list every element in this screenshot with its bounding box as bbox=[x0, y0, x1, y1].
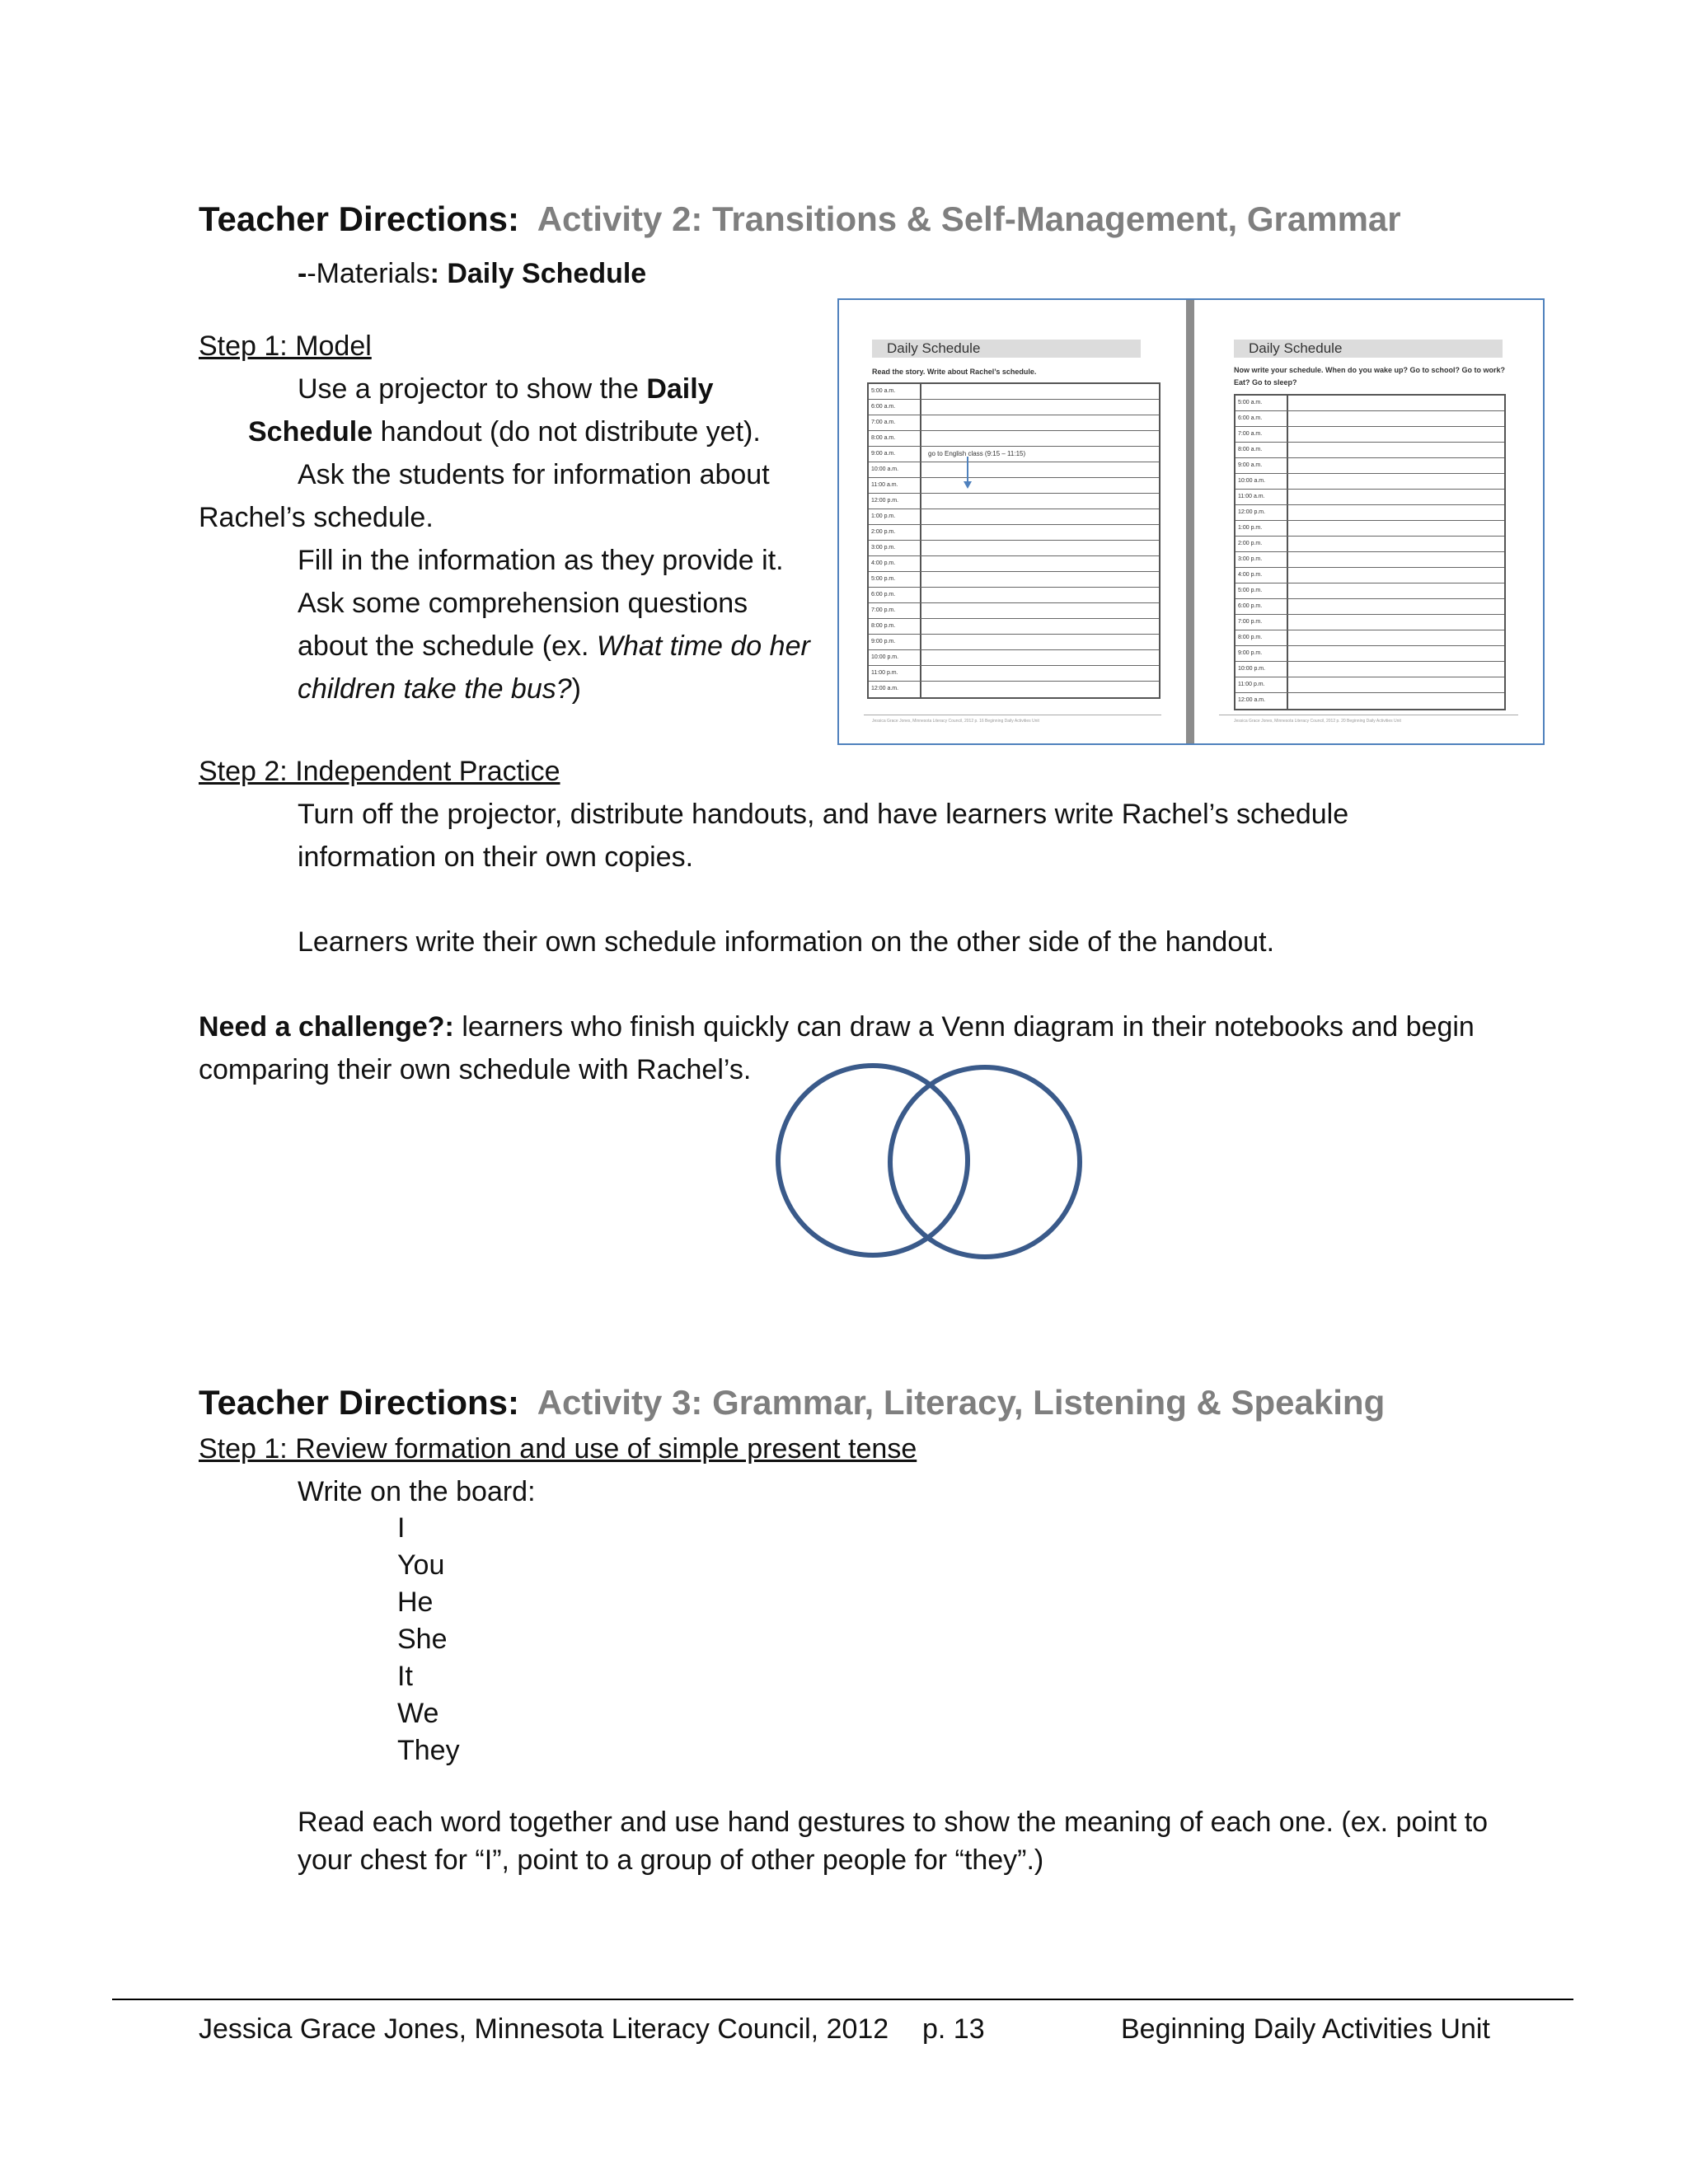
handout-right-page bbox=[1194, 300, 1543, 743]
step1-line2-bold: Schedule bbox=[248, 416, 373, 448]
handout-left-time: 10:00 a.m. bbox=[869, 462, 921, 477]
activity3-heading-label: Teacher Directions: bbox=[199, 1383, 520, 1422]
materials-line bbox=[298, 252, 646, 295]
activity3-read-line2: your chest for “I”, point to a group of other people for “they”.) bbox=[298, 1844, 1044, 1876]
handout-right-row bbox=[1236, 458, 1504, 474]
step1-line2-text: handout (do not distribute yet). bbox=[373, 416, 761, 448]
handout-left-time: 5:00 a.m. bbox=[869, 384, 921, 399]
handout-right-row bbox=[1236, 427, 1504, 443]
handout-right-row bbox=[1236, 583, 1504, 599]
handout-left-row bbox=[869, 400, 1159, 415]
activity2-heading-label: Teacher Directions: bbox=[199, 199, 520, 238]
step1-line1-text: Use a projector to show the bbox=[298, 373, 647, 405]
challenge-line2: comparing their own schedule with Rachel’s. bbox=[199, 1054, 752, 1085]
handout-right-row bbox=[1236, 568, 1504, 583]
handout-left-row bbox=[869, 603, 1159, 619]
handout-left-time: 12:00 a.m. bbox=[869, 682, 921, 697]
handout-left-entry: go to English class (9:15 – 11:15) bbox=[928, 450, 1026, 457]
footer-page-number: p. 13 bbox=[922, 2013, 985, 2045]
handout-right-instructions bbox=[1234, 364, 1505, 389]
materials-prefix: -Materials bbox=[307, 258, 430, 289]
pronoun-item: You bbox=[397, 1549, 445, 1581]
handout-left-row bbox=[869, 462, 1159, 478]
handout-right-time: 11:00 p.m. bbox=[1236, 677, 1288, 692]
daily-schedule-handout-preview bbox=[837, 298, 1545, 745]
handout-right-time: 8:00 p.m. bbox=[1236, 630, 1288, 645]
handout-right-time: 6:00 a.m. bbox=[1236, 411, 1288, 426]
step1-line7-text: about the schedule (ex. bbox=[298, 630, 597, 662]
handout-right-row bbox=[1236, 537, 1504, 552]
write-on-board: Write on the board: bbox=[298, 1476, 536, 1507]
handout-right-time: 12:00 p.m. bbox=[1236, 505, 1288, 520]
handout-left-row bbox=[869, 541, 1159, 556]
handout-left-row bbox=[869, 447, 1159, 462]
handout-left-page bbox=[839, 300, 1186, 743]
handout-left-row bbox=[869, 666, 1159, 682]
step1-title: Step 1: Model bbox=[199, 330, 372, 362]
handout-left-row bbox=[869, 556, 1159, 572]
handout-page-divider bbox=[1186, 300, 1194, 743]
handout-left-time: 10:00 p.m. bbox=[869, 650, 921, 665]
activity2-heading-title: Activity 2: Transitions & Self-Management, Grammar bbox=[537, 199, 1401, 238]
handout-left-time: 9:00 a.m. bbox=[869, 447, 921, 462]
venn-circle-right bbox=[890, 1067, 1080, 1257]
handout-left-time: 1:00 p.m. bbox=[869, 509, 921, 524]
venn-circle-left bbox=[778, 1066, 968, 1255]
handout-left-time: 3:00 p.m. bbox=[869, 541, 921, 555]
activity3-heading-title: Activity 3: Grammar, Literacy, Listening & Speaking bbox=[537, 1383, 1386, 1422]
footer-divider bbox=[112, 1999, 1573, 2000]
handout-left-row bbox=[869, 494, 1159, 509]
step1-line5: Fill in the information as they provide it. bbox=[298, 545, 784, 576]
handout-left-time: 7:00 p.m. bbox=[869, 603, 921, 618]
handout-right-row bbox=[1236, 599, 1504, 615]
step1-line4: Rachel’s schedule. bbox=[199, 502, 434, 533]
step1-line6: Ask some comprehension questions bbox=[298, 588, 748, 619]
handout-right-row bbox=[1236, 443, 1504, 458]
handout-right-time: 10:00 p.m. bbox=[1236, 662, 1288, 677]
handout-left-row bbox=[869, 682, 1159, 697]
footer-unit: Beginning Daily Activities Unit bbox=[1121, 2013, 1490, 2045]
handout-right-row bbox=[1236, 411, 1504, 427]
handout-right-row bbox=[1236, 474, 1504, 490]
handout-right-row bbox=[1236, 677, 1504, 693]
pronoun-item: It bbox=[397, 1661, 413, 1692]
challenge-label: Need a challenge?: bbox=[199, 1011, 454, 1043]
handout-left-row bbox=[869, 635, 1159, 650]
step1-line2 bbox=[248, 410, 761, 453]
handout-left-time: 6:00 p.m. bbox=[869, 588, 921, 602]
handout-right-time: 7:00 p.m. bbox=[1236, 615, 1288, 630]
step2-title: Step 2: Independent Practice bbox=[199, 756, 560, 787]
handout-right-time: 3:00 p.m. bbox=[1236, 552, 1288, 567]
handout-left-schedule-table bbox=[867, 382, 1160, 699]
step1-line7-italic: What time do her bbox=[596, 630, 810, 662]
pronoun-item: He bbox=[397, 1586, 434, 1618]
footer-author: Jessica Grace Jones, Minnesota Literacy Council, 2012 bbox=[199, 2013, 889, 2045]
handout-left-row bbox=[869, 588, 1159, 603]
handout-right-time: 1:00 p.m. bbox=[1236, 521, 1288, 536]
handout-left-row bbox=[869, 619, 1159, 635]
handout-right-time: 5:00 a.m. bbox=[1236, 396, 1288, 410]
step1-line3: Ask the students for information about bbox=[298, 459, 770, 490]
step1-line1-bold: Daily bbox=[646, 373, 714, 405]
handout-left-row bbox=[869, 572, 1159, 588]
handout-right-time: 10:00 a.m. bbox=[1236, 474, 1288, 489]
challenge-text: learners who finish quickly can draw a Venn diagram in their notebooks and begin bbox=[453, 1011, 1475, 1043]
handout-left-row bbox=[869, 650, 1159, 666]
step2-line3: Learners write their own schedule information on the other side of the handout. bbox=[298, 926, 1275, 958]
pronoun-list bbox=[397, 1510, 460, 1769]
step1-line7 bbox=[298, 625, 810, 668]
handout-right-time: 8:00 a.m. bbox=[1236, 443, 1288, 457]
step1-line8 bbox=[298, 668, 581, 710]
step2-line1: Turn off the projector, distribute handouts, and have learners write Rachel’s schedule bbox=[298, 799, 1349, 830]
handout-left-footer: Jessica Grace Jones, Minnesota Literacy Council, 2012 p. 16 Beginning Daily Activities Unit bbox=[872, 719, 1039, 724]
handout-left-time: 11:00 a.m. bbox=[869, 478, 921, 493]
handout-left-time: 4:00 p.m. bbox=[869, 556, 921, 571]
step2-line2: information on their own copies. bbox=[298, 841, 694, 873]
handout-left-time: 6:00 a.m. bbox=[869, 400, 921, 415]
materials-value: : Daily Schedule bbox=[429, 258, 647, 289]
venn-diagram bbox=[771, 1059, 1088, 1265]
handout-right-title: Daily Schedule bbox=[1234, 340, 1503, 358]
handout-left-time: 9:00 p.m. bbox=[869, 635, 921, 649]
handout-right-time: 9:00 p.m. bbox=[1236, 646, 1288, 661]
handout-right-footer: Jessica Grace Jones, Minnesota Literacy Council, 2012 p. 20 Beginning Daily Activities Unit bbox=[1234, 719, 1401, 724]
challenge-line1 bbox=[199, 1005, 1475, 1048]
handout-left-time: 12:00 p.m. bbox=[869, 494, 921, 509]
handout-left-row bbox=[869, 478, 1159, 494]
handout-right-time: 12:00 a.m. bbox=[1236, 693, 1288, 709]
pronoun-item: I bbox=[397, 1512, 406, 1544]
handout-left-time: 2:00 p.m. bbox=[869, 525, 921, 540]
handout-right-row bbox=[1236, 630, 1504, 646]
step1-line8-italic: children take the bus? bbox=[298, 673, 572, 705]
handout-right-row bbox=[1236, 693, 1504, 709]
handout-right-row bbox=[1236, 490, 1504, 505]
handout-right-row bbox=[1236, 521, 1504, 537]
handout-right-row bbox=[1236, 505, 1504, 521]
activity3-heading bbox=[199, 1383, 1385, 1422]
handout-right-instructions-line2: Eat? Go to sleep? bbox=[1234, 378, 1297, 387]
pronoun-item: We bbox=[397, 1698, 439, 1729]
handout-left-row bbox=[869, 431, 1159, 447]
handout-left-title: Daily Schedule bbox=[872, 340, 1141, 358]
handout-left-row bbox=[869, 509, 1159, 525]
handout-left-time: 5:00 p.m. bbox=[869, 572, 921, 587]
handout-right-time: 4:00 p.m. bbox=[1236, 568, 1288, 583]
handout-right-row bbox=[1236, 615, 1504, 630]
handout-left-row bbox=[869, 525, 1159, 541]
handout-left-time: 8:00 p.m. bbox=[869, 619, 921, 634]
activity3-read-line1: Read each word together and use hand gestures to show the meaning of each one. (ex. point to bbox=[298, 1807, 1489, 1838]
handout-right-time: 9:00 a.m. bbox=[1236, 458, 1288, 473]
handout-left-time: 11:00 p.m. bbox=[869, 666, 921, 681]
handout-left-time: 7:00 a.m. bbox=[869, 415, 921, 430]
handout-right-row bbox=[1236, 396, 1504, 411]
arrow-down-icon bbox=[963, 457, 973, 490]
handout-left-time: 8:00 a.m. bbox=[869, 431, 921, 446]
handout-right-row bbox=[1236, 552, 1504, 568]
handout-left-instructions: Read the story. Write about Rachel’s schedule. bbox=[872, 368, 1037, 376]
handout-left-row bbox=[869, 384, 1159, 400]
handout-right-time: 5:00 p.m. bbox=[1236, 583, 1288, 598]
handout-right-schedule-table bbox=[1234, 394, 1506, 710]
handout-right-time: 6:00 p.m. bbox=[1236, 599, 1288, 614]
activity3-step1-title: Step 1: Review formation and use of simple present tense bbox=[199, 1433, 917, 1465]
pronoun-item: They bbox=[397, 1735, 460, 1766]
handout-left-row bbox=[869, 415, 1159, 431]
step1-line1 bbox=[298, 368, 714, 410]
handout-right-instructions-line1: Now write your schedule. When do you wake up? Go to school? Go to work? bbox=[1234, 366, 1506, 374]
handout-right-time: 7:00 a.m. bbox=[1236, 427, 1288, 442]
handout-right-row bbox=[1236, 646, 1504, 662]
materials-dash: - bbox=[298, 258, 307, 289]
handout-right-time: 2:00 p.m. bbox=[1236, 537, 1288, 551]
step1-line8-text: ) bbox=[571, 673, 581, 705]
pronoun-item: She bbox=[397, 1624, 448, 1655]
handout-right-row bbox=[1236, 662, 1504, 677]
handout-right-time: 11:00 a.m. bbox=[1236, 490, 1288, 504]
activity2-heading bbox=[199, 199, 1401, 239]
